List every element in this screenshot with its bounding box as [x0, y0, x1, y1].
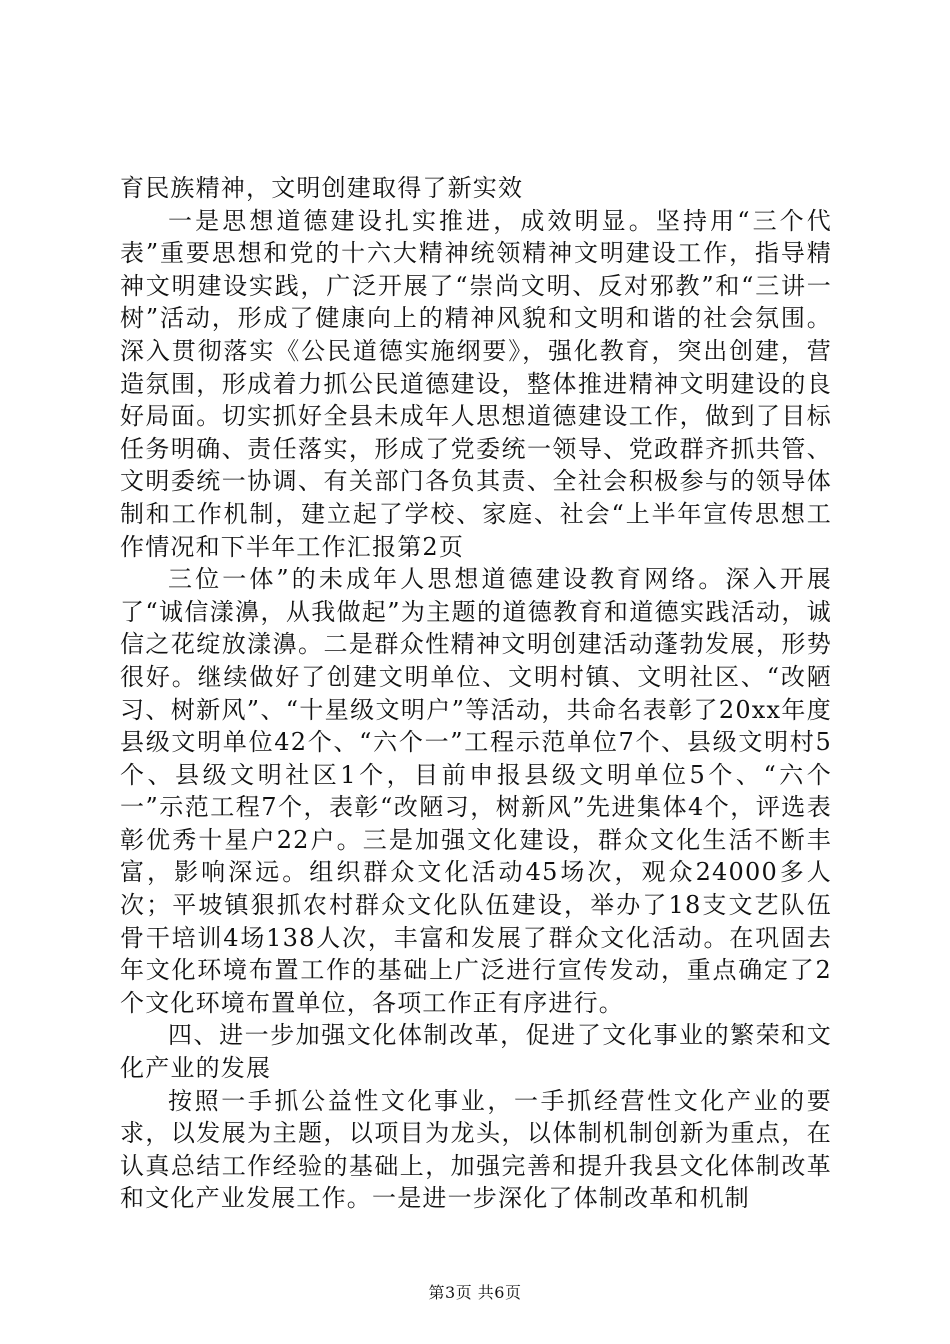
paragraph-cultural-reform: 按照一手抓公益性文化事业，一手抓经营性文化产业的要求，以发展为主题，以项目为龙头，以体制机制创新为重点，在认真总结工作经验的基础上，加强完善和提升我县文化体制改革和文化产业发展工作。一是进一步深化了体制改革和机制	[120, 1086, 832, 1213]
section-heading-cultural-reform: 四、进一步加强文化体制改革，促进了文化事业的繁荣和文化产业的发展	[120, 1021, 832, 1083]
page-number-footer: 第3页 共6页	[428, 1283, 522, 1302]
paragraph-ideological-moral: 一是思想道德建设扎实推进，成效明显。坚持用“三个代表”重要思想和党的十六大精神统领精神文明建设工作，指导精神文明建设实践，广泛开展了“崇尚文明、反对邪教”和“三讲一树”活动，形成了健康向上的精神风貌和文明和谐的社会氛围。深入贯彻落实《公民道德实施纲要》，强化教育，突出创建，营造氛围，形成着力抓公民道德建设，整体推进精神文明建设的良好局面。切实抓好全县未成年人思想道德建设工作，做到了目标任务明确、责任落实，形成了党委统一领导、党政群齐抓共管、文明委统一协调、有关部门各负其责、全社会积极参与的领导体制和工作机制，建立起了学校、家庭、社会“上半年宣传思想工作情况和下半年工作汇报第2页	[120, 206, 832, 561]
paragraph-civilization-creation: 三位一体”的未成年人思想道德建设教育网络。深入开展了“诚信漾濞，从我做起”为主题的道德教育和道德实践活动，诚信之花绽放漾濞。二是群众性精神文明创建活动蓬勃发展，形势很好。继续做好了创建文明单位、文明村镇、文明社区、“改陋习、树新风”、“十星级文明户”等活动，共命名表彰了20xx年度县级文明单位42个、“六个一”工程示范单位7个、县级文明村5个、县级文明社区1个，目前申报县级文明单位5个、“六个一”示范工程7个，表彰“改陋习，树新风”先进集体4个，评选表彰优秀十星户22户。三是加强文化建设，群众文化生活不断丰富，影响深远。组织群众文化活动45场次，观众24000多人次；平坡镇狠抓农村群众文化队伍建设，举办了18支文艺队伍骨干培训4场138人次，丰富和发展了群众文化活动。在巩固去年文化环境布置工作的基础上广泛进行宣传发动，重点确定了2个文化环境布置单位，各项工作正有序进行。	[120, 565, 832, 1017]
document-body	[120, 172, 832, 1215]
paragraph-continuation: 育民族精神，文明创建取得了新实效	[120, 174, 524, 202]
